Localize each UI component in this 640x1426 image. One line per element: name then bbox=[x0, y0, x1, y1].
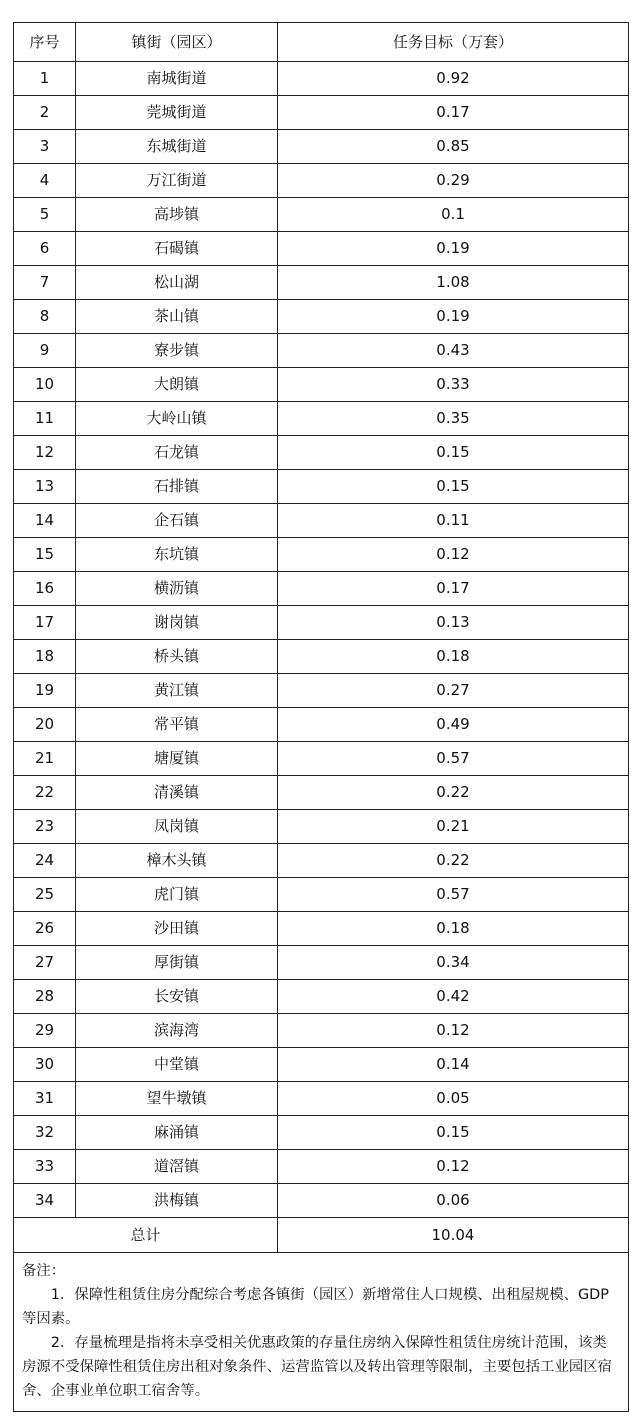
table-row bbox=[14, 1184, 629, 1218]
row-town: 石碣镇 bbox=[76, 232, 278, 266]
header-index: 序号 bbox=[14, 23, 76, 62]
row-index: 10 bbox=[14, 368, 76, 402]
allocation-table-sheet bbox=[13, 22, 628, 1412]
row-index: 26 bbox=[14, 912, 76, 946]
row-town: 樟木头镇 bbox=[76, 844, 278, 878]
total-value: 10.04 bbox=[278, 1218, 629, 1253]
row-index: 30 bbox=[14, 1048, 76, 1082]
table-row bbox=[14, 232, 629, 266]
row-index: 24 bbox=[14, 844, 76, 878]
row-index: 16 bbox=[14, 572, 76, 606]
row-target: 0.22 bbox=[278, 844, 629, 878]
row-target: 0.49 bbox=[278, 708, 629, 742]
table-row bbox=[14, 1014, 629, 1048]
table-row bbox=[14, 470, 629, 504]
row-target: 0.17 bbox=[278, 96, 629, 130]
table-row bbox=[14, 572, 629, 606]
row-target: 0.11 bbox=[278, 504, 629, 538]
row-target: 0.22 bbox=[278, 776, 629, 810]
row-town: 厚街镇 bbox=[76, 946, 278, 980]
row-index: 6 bbox=[14, 232, 76, 266]
row-target: 0.14 bbox=[278, 1048, 629, 1082]
row-index: 29 bbox=[14, 1014, 76, 1048]
row-town: 南城街道 bbox=[76, 62, 278, 96]
row-index: 7 bbox=[14, 266, 76, 300]
table-row bbox=[14, 640, 629, 674]
row-target: 0.85 bbox=[278, 130, 629, 164]
row-town: 桥头镇 bbox=[76, 640, 278, 674]
row-town: 长安镇 bbox=[76, 980, 278, 1014]
row-target: 0.42 bbox=[278, 980, 629, 1014]
row-town: 万江街道 bbox=[76, 164, 278, 198]
row-index: 19 bbox=[14, 674, 76, 708]
row-town: 大岭山镇 bbox=[76, 402, 278, 436]
row-town: 高埗镇 bbox=[76, 198, 278, 232]
table-row bbox=[14, 912, 629, 946]
row-target: 0.18 bbox=[278, 912, 629, 946]
table-row bbox=[14, 810, 629, 844]
table-row bbox=[14, 674, 629, 708]
table-row bbox=[14, 878, 629, 912]
row-index: 9 bbox=[14, 334, 76, 368]
row-index: 34 bbox=[14, 1184, 76, 1218]
row-target: 0.57 bbox=[278, 742, 629, 776]
row-town: 常平镇 bbox=[76, 708, 278, 742]
row-target: 0.57 bbox=[278, 878, 629, 912]
row-index: 22 bbox=[14, 776, 76, 810]
row-index: 8 bbox=[14, 300, 76, 334]
table-row bbox=[14, 776, 629, 810]
row-index: 33 bbox=[14, 1150, 76, 1184]
row-target: 0.12 bbox=[278, 1014, 629, 1048]
row-town: 东城街道 bbox=[76, 130, 278, 164]
total-label: 总计 bbox=[14, 1218, 278, 1253]
row-index: 25 bbox=[14, 878, 76, 912]
table-row bbox=[14, 1150, 629, 1184]
row-target: 0.21 bbox=[278, 810, 629, 844]
row-target: 0.12 bbox=[278, 538, 629, 572]
row-index: 1 bbox=[14, 62, 76, 96]
row-target: 0.15 bbox=[278, 436, 629, 470]
row-index: 28 bbox=[14, 980, 76, 1014]
row-town: 东坑镇 bbox=[76, 538, 278, 572]
notes-heading: 备注： bbox=[22, 1263, 66, 1279]
row-town: 莞城街道 bbox=[76, 96, 278, 130]
row-town: 横沥镇 bbox=[76, 572, 278, 606]
row-target: 0.33 bbox=[278, 368, 629, 402]
row-town: 沙田镇 bbox=[76, 912, 278, 946]
table-row bbox=[14, 980, 629, 1014]
row-target: 0.34 bbox=[278, 946, 629, 980]
row-town: 企石镇 bbox=[76, 504, 278, 538]
row-target: 0.19 bbox=[278, 232, 629, 266]
table-row bbox=[14, 436, 629, 470]
row-town: 石排镇 bbox=[76, 470, 278, 504]
row-index: 3 bbox=[14, 130, 76, 164]
row-target: 0.06 bbox=[278, 1184, 629, 1218]
table-row bbox=[14, 844, 629, 878]
table-header-row bbox=[14, 23, 629, 62]
row-target: 1.08 bbox=[278, 266, 629, 300]
table-row bbox=[14, 606, 629, 640]
row-town: 茶山镇 bbox=[76, 300, 278, 334]
row-target: 0.27 bbox=[278, 674, 629, 708]
row-target: 0.13 bbox=[278, 606, 629, 640]
header-town: 镇街（园区） bbox=[76, 23, 278, 62]
table-row bbox=[14, 1116, 629, 1150]
row-town: 望牛墩镇 bbox=[76, 1082, 278, 1116]
row-target: 0.1 bbox=[278, 198, 629, 232]
row-index: 27 bbox=[14, 946, 76, 980]
row-target: 0.17 bbox=[278, 572, 629, 606]
row-target: 0.05 bbox=[278, 1082, 629, 1116]
table-row bbox=[14, 130, 629, 164]
row-target: 0.35 bbox=[278, 402, 629, 436]
row-index: 11 bbox=[14, 402, 76, 436]
notes-row bbox=[14, 1253, 629, 1412]
row-index: 21 bbox=[14, 742, 76, 776]
row-index: 14 bbox=[14, 504, 76, 538]
row-index: 5 bbox=[14, 198, 76, 232]
table-row bbox=[14, 300, 629, 334]
row-index: 2 bbox=[14, 96, 76, 130]
row-town: 谢岗镇 bbox=[76, 606, 278, 640]
row-index: 12 bbox=[14, 436, 76, 470]
row-index: 31 bbox=[14, 1082, 76, 1116]
row-town: 清溪镇 bbox=[76, 776, 278, 810]
table-row bbox=[14, 334, 629, 368]
table-row bbox=[14, 266, 629, 300]
row-target: 0.15 bbox=[278, 1116, 629, 1150]
table-row bbox=[14, 742, 629, 776]
row-index: 18 bbox=[14, 640, 76, 674]
row-index: 32 bbox=[14, 1116, 76, 1150]
row-target: 0.12 bbox=[278, 1150, 629, 1184]
row-index: 15 bbox=[14, 538, 76, 572]
row-town: 麻涌镇 bbox=[76, 1116, 278, 1150]
row-town: 寮步镇 bbox=[76, 334, 278, 368]
table-row bbox=[14, 504, 629, 538]
table-row bbox=[14, 708, 629, 742]
row-index: 17 bbox=[14, 606, 76, 640]
row-town: 大朗镇 bbox=[76, 368, 278, 402]
allocation-table bbox=[13, 22, 629, 1412]
row-town: 滨海湾 bbox=[76, 1014, 278, 1048]
row-target: 0.29 bbox=[278, 164, 629, 198]
header-target: 任务目标（万套） bbox=[278, 23, 629, 62]
row-town: 塘厦镇 bbox=[76, 742, 278, 776]
table-row bbox=[14, 402, 629, 436]
row-town: 凤岗镇 bbox=[76, 810, 278, 844]
row-town: 道滘镇 bbox=[76, 1150, 278, 1184]
row-target: 0.15 bbox=[278, 470, 629, 504]
row-index: 13 bbox=[14, 470, 76, 504]
total-row bbox=[14, 1218, 629, 1253]
row-town: 中堂镇 bbox=[76, 1048, 278, 1082]
row-index: 4 bbox=[14, 164, 76, 198]
row-town: 虎门镇 bbox=[76, 878, 278, 912]
row-town: 洪梅镇 bbox=[76, 1184, 278, 1218]
table-row bbox=[14, 1048, 629, 1082]
note-item-2: 2．存量梳理是指将未享受相关优惠政策的存量住房纳入保障性租赁住房统计范围，该类房源不受保障性租赁住房出租对象条件、运营监管以及转出管理等限制，主要包括工业园区宿舍、企事业单位职工宿舍等。 bbox=[22, 1335, 613, 1399]
row-target: 0.92 bbox=[278, 62, 629, 96]
row-index: 23 bbox=[14, 810, 76, 844]
row-target: 0.18 bbox=[278, 640, 629, 674]
row-town: 黄江镇 bbox=[76, 674, 278, 708]
table-row bbox=[14, 198, 629, 232]
table-row bbox=[14, 164, 629, 198]
row-town: 松山湖 bbox=[76, 266, 278, 300]
table-row bbox=[14, 946, 629, 980]
table-row bbox=[14, 96, 629, 130]
notes-cell bbox=[14, 1253, 629, 1412]
table-row bbox=[14, 1082, 629, 1116]
table-row bbox=[14, 538, 629, 572]
row-target: 0.43 bbox=[278, 334, 629, 368]
table-row bbox=[14, 368, 629, 402]
row-target: 0.19 bbox=[278, 300, 629, 334]
row-index: 20 bbox=[14, 708, 76, 742]
row-town: 石龙镇 bbox=[76, 436, 278, 470]
table-row bbox=[14, 62, 629, 96]
note-item-1: 1．保障性租赁住房分配综合考虑各镇街（园区）新增常住人口规模、出租屋规模、GDP 等因素。 bbox=[22, 1287, 609, 1327]
